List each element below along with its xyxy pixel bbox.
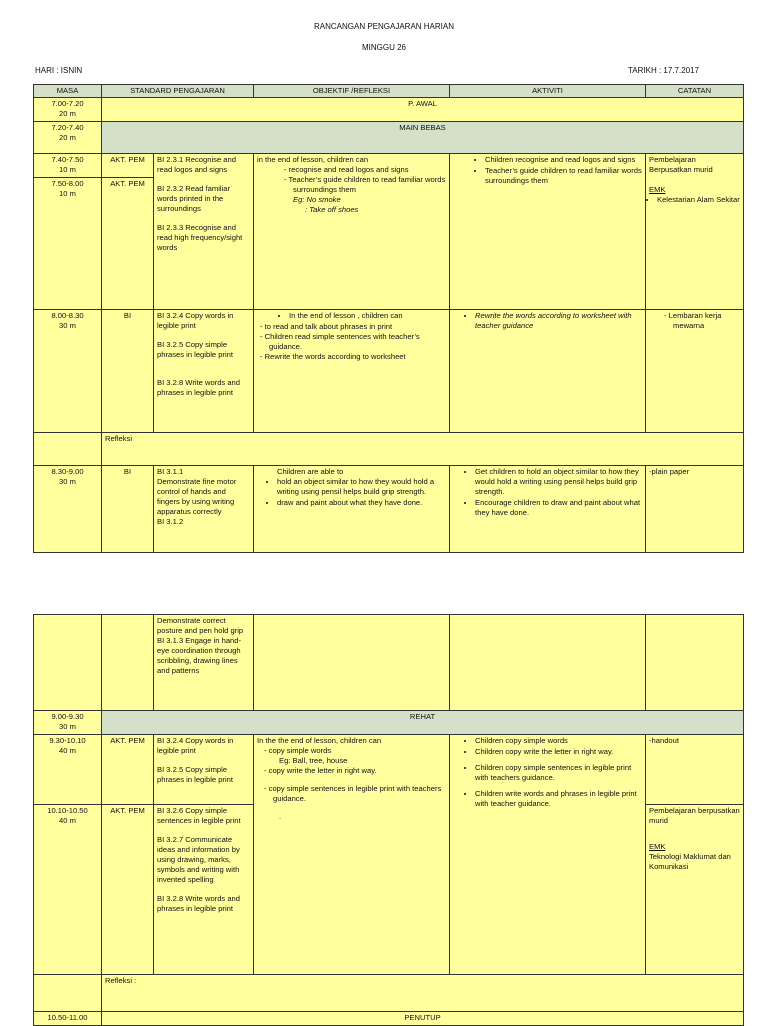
subject-cell: AKT. PEM <box>102 178 154 310</box>
time-cell: 8.00-8.30 30 m <box>34 310 102 433</box>
objective-cell: in the end of lesson, children can - recognise and read logos and signs - Teacher’s guide children to read familiar words surroundings them Eg: No smoke : Take off shoes <box>254 154 450 310</box>
time-cell-empty <box>34 615 102 711</box>
notes-cell: Pembelajaran Berpusatkan murid EMK • Kelestarian Alam Sekitar <box>646 154 744 310</box>
notes-cell: - Lembaran kerja mewarna <box>646 310 744 433</box>
standard-cell: BI 3.1.1 Demonstrate fine motor control of hands and fingers by using writing apparatus correctly BI 3.1.2 <box>154 466 254 553</box>
time-cell: 7.50-8.00 10 m <box>34 178 102 310</box>
time-cell-empty <box>34 433 102 466</box>
notes-cell: -plain paper <box>646 466 744 553</box>
session-label-main-bebas: MAIN BEBAS <box>102 122 744 154</box>
standard-cell: BI 3.2.4 Copy words in legible print BI 3.2.5 Copy simple phrases in legible print <box>154 735 254 805</box>
subject-cell: AKT. PEM <box>102 805 154 975</box>
reflection-row: Refleksi <box>102 433 744 466</box>
subject-cell: BI <box>102 310 154 433</box>
date-label: TARIKH : 17.7.2017 <box>628 66 699 75</box>
session-label-penutup: PENUTUP <box>102 1012 744 1026</box>
objective-cell-empty <box>254 615 450 711</box>
objective-cell: In the the end of lesson, children can - copy simple words Eg: Ball, tree, house - copy write the letter in right way. - copy simple sentences in legible print with teachers guidance. . <box>254 735 450 975</box>
activity-cell: • Get children to hold an object similar to how they would hold a writing using pensil helps build grip strength. • Encourage children to draw and paint about what they have done. <box>450 466 646 553</box>
standard-cell: Demonstrate correct posture and pen hold grip BI 3.1.3 Engage in hand-eye coordination through scribbling, drawing lines and patterns <box>154 615 254 711</box>
standard-cell: BI 3.2.4 Copy words in legible print BI 3.2.5 Copy simple phrases in legible print BI 3.2.8 Write words and phrases in legible print <box>154 310 254 433</box>
time-cell: 8.30-9.00 30 m <box>34 466 102 553</box>
subject-cell: AKT. PEM <box>102 735 154 805</box>
week-label: MINGGU 26 <box>361 43 406 52</box>
reflection-row: Refleksi : <box>102 975 744 1012</box>
objective-cell: • In the end of lesson , children can - to read and talk about phrases in print - Children read simple sentences with teacher’s guidance. - Rewrite the words according to worksheet <box>254 310 450 433</box>
col-header-standard: STANDARD PENGAJARAN <box>102 85 254 98</box>
subject-cell: BI <box>102 466 154 553</box>
notes-cell: -handout <box>646 735 744 805</box>
notes-cell: Pembelajaran berpusatkan murid EMK Teknologi Maklumat dan Komunikasi <box>646 805 744 975</box>
standard-cell: BI 2.3.1 Recognise and read logos and signs BI 2.3.2 Read familiar words printed in the surroundings BI 2.3.3 Recognise and read high frequency/sight words <box>154 154 254 310</box>
time-cell: 7.40-7.50 10 m <box>34 154 102 178</box>
time-cell: 7.00-7.20 20 m <box>34 98 102 122</box>
subject-cell: AKT. PEM <box>102 154 154 178</box>
time-cell-empty <box>34 975 102 1012</box>
time-cell: 10.50-11.00 <box>34 1012 102 1026</box>
col-header-objektif: OBJEKTIF /REFLEKSI <box>254 85 450 98</box>
col-header-masa: MASA <box>34 85 102 98</box>
time-cell: 9.30-10.10 40 m <box>34 735 102 805</box>
subject-cell-empty <box>102 615 154 711</box>
activity-cell: • Children recognise and read logos and signs • Teacher’s guide children to read familiar words surroundings them <box>450 154 646 310</box>
session-label-rehat: REHAT <box>102 711 744 735</box>
col-header-catatan: CATATAN <box>646 85 744 98</box>
lesson-table-page2 <box>33 614 744 1026</box>
page-title: RANCANGAN PENGAJARAN HARIAN <box>313 22 455 31</box>
objective-cell: Children are able to • hold an object similar to how they would hold a writing using pensil helps build grip strength. • draw and paint about what they have done. <box>254 466 450 553</box>
time-cell: 10.10-10.50 40 m <box>34 805 102 975</box>
time-cell: 7.20-7.40 20 m <box>34 122 102 154</box>
activity-cell-empty <box>450 615 646 711</box>
lesson-table-page1 <box>33 84 744 553</box>
col-header-aktiviti: AKTIVITI <box>450 85 646 98</box>
standard-cell: BI 3.2.6 Copy simple sentences in legible print BI 3.2.7 Communicate ideas and information by using drawing, marks, symbols and writing with invented spelling BI 3.2.8 Write words and phrases in legible print <box>154 805 254 975</box>
activity-cell: • Children copy simple words • Children copy write the letter in right way. • Children copy simple sentences in legible print with teachers guidance. • Children write words and phrases in legible print with teacher guidance. <box>450 735 646 975</box>
time-cell: 9.00-9.30 30 m <box>34 711 102 735</box>
session-label-p-awal: P. AWAL <box>102 98 744 122</box>
notes-cell-empty <box>646 615 744 711</box>
day-label: HARI : ISNIN <box>35 66 83 75</box>
activity-cell: • Rewrite the words according to worksheet with teacher guidance <box>450 310 646 433</box>
